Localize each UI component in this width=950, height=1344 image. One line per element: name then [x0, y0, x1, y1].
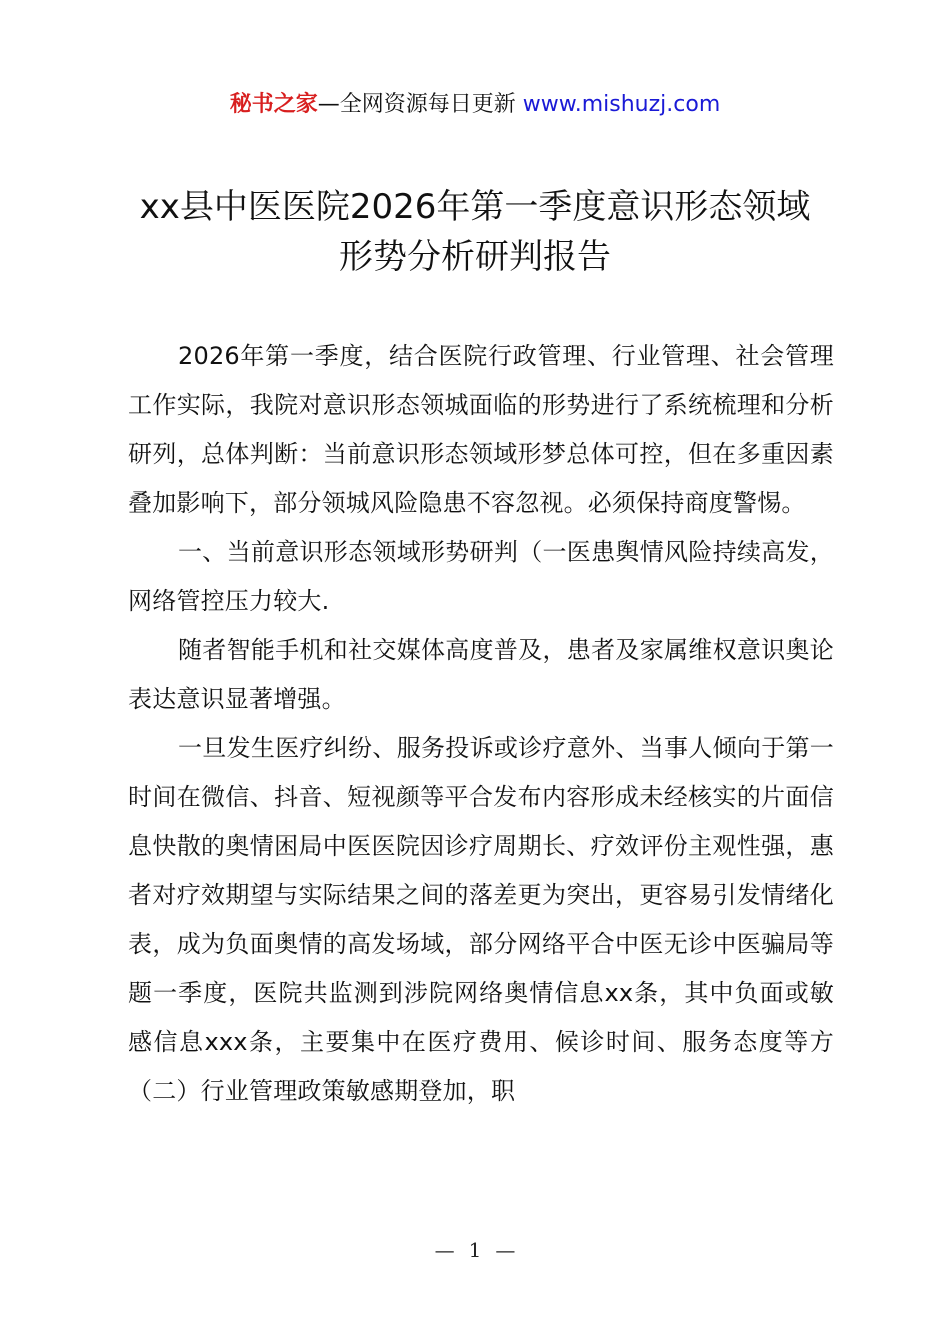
footer-dash-right: — — [495, 1238, 516, 1262]
footer-dash-left: — — [434, 1238, 455, 1262]
page-number-footer — [0, 1238, 950, 1262]
page-number: 1 — [468, 1238, 482, 1262]
document-title — [0, 182, 950, 282]
site-url-link[interactable]: www.mishuzj.com — [522, 92, 721, 117]
brand-name: 秘书之家 — [229, 92, 318, 117]
body-paragraph-intro: 2026年第一季度，结合医院行政管理、行业管理、社会管理工作实际，我院对意识形态领城面临的形势进行了系统梳理和分析研列，总体判断：当前意识形态领域形梦总体可控，但在多重因素叠加影响下，部分领城风险隐患不容忽视。必须保持商度警惕。 — [128, 342, 834, 517]
site-header — [0, 88, 950, 122]
section-heading-1: 一、当前意识形态领域形势研判（一医患舆情风险持续高发，网络管控压力较大. — [128, 538, 834, 615]
body-paragraph: 随者智能手机和社交媒体高度普及，患者及家属维权意识奥论表达意识显著增强。 — [128, 636, 834, 713]
body-paragraph: 一旦发生医疗纠纷、服务投诉或诊疗意外、当事人倾向于第一时间在微信、抖音、短视颜等平合发布内容形成未经核实的片面信息快散的奥情困局中医医院因诊疗周期长、疗效评份主观性强，惠者对疗效期望与实际结果之间的落差更为突出，更容易引发情绪化表，成为负面奥情的高发场域，部分网络平合中医无诊中医骗局等题一季度，医院共监测到涉院网络奥情信息xx条，其中负面或敏感信息xxx条，主要集中在医疗费用、候诊时间、服务态度等方（二）行业管理政策敏感期登加，职 — [128, 734, 834, 1105]
title-line-1: xx县中医医院2026年第一季度意识形态领域 — [139, 187, 811, 227]
title-line-2: 形势分析研判报告 — [339, 237, 611, 277]
header-tagline: —全网资源每日更新 — [317, 92, 516, 117]
document-body — [128, 332, 834, 1116]
